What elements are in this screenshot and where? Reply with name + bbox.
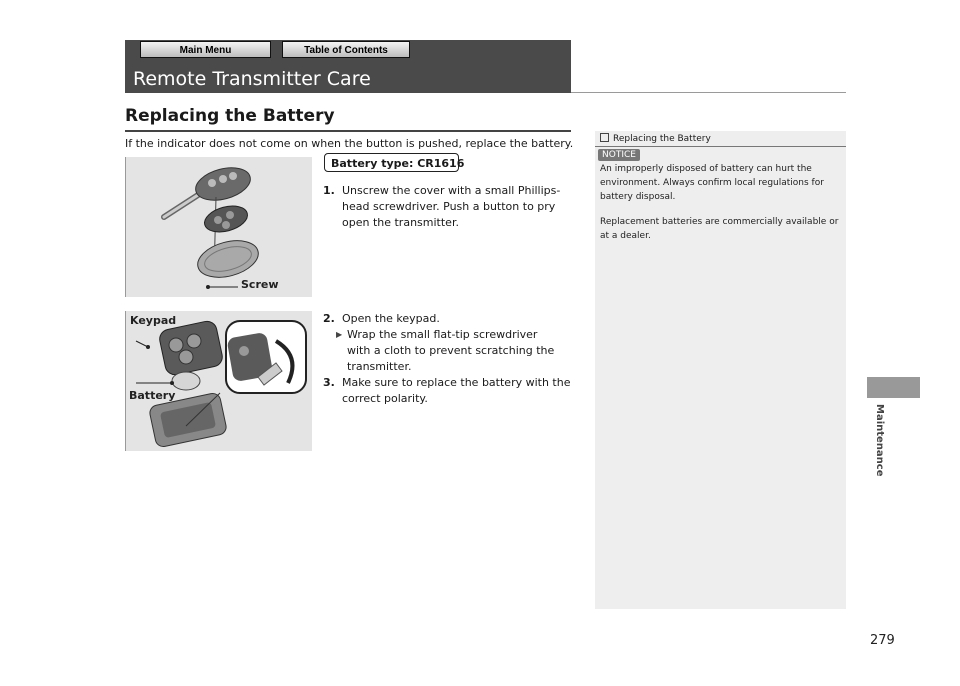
step-line: Unscrew the cover with a small Phillips- [342, 184, 561, 197]
notice-badge: NOTICE [598, 149, 640, 161]
sidebar-rule [595, 146, 846, 147]
sidebar-line: Replacement batteries are commercially available or [600, 217, 839, 227]
intro-text: If the indicator does not come on when the button is pushed, replace the battery. [125, 137, 574, 150]
step-line: Open the keypad. [342, 312, 440, 325]
step-line: head screwdriver. Push a button to pry [342, 200, 556, 213]
chapter-title: Remote Transmitter Care [133, 68, 371, 90]
step-line: open the transmitter. [342, 216, 459, 229]
section-rule [125, 130, 571, 132]
page-number: 279 [870, 633, 895, 648]
section-tab[interactable] [867, 377, 920, 398]
section-tab-label: Maintenance [874, 404, 885, 477]
figure-keypad-battery [125, 311, 312, 451]
step-line: Make sure to replace the battery with the [342, 376, 571, 389]
transmitter-exploded-illustration [126, 157, 312, 297]
screw-label: Screw [241, 278, 279, 291]
sidebar-line: An improperly disposed of battery can hurt the [600, 164, 812, 174]
sub-step-line: Wrap the small flat-tip screwdriver [347, 328, 538, 341]
sub-step-line: with a cloth to prevent scratching the [347, 344, 555, 357]
figure-transmitter-exploded [125, 157, 312, 297]
section-title: Replacing the Battery [125, 106, 335, 126]
battery-label: Battery [129, 389, 176, 402]
main-menu-button[interactable]: Main Menu [140, 41, 271, 58]
sidebar-heading [600, 133, 711, 144]
header-rule [571, 92, 846, 93]
sidebar-paragraph [600, 162, 824, 204]
keypad-label: Keypad [130, 314, 177, 327]
sidebar-line: at a dealer. [600, 231, 651, 241]
sidebar-line: battery disposal. [600, 192, 676, 202]
step-number: 2. [323, 312, 335, 325]
battery-type-box: Battery type: CR1616 [324, 153, 459, 172]
step-number: 1. [323, 184, 335, 197]
sidebar-heading-text: Replacing the Battery [613, 134, 711, 144]
step-line: correct polarity. [342, 392, 428, 405]
sidebar-paragraph [600, 215, 838, 243]
step-number: 3. [323, 376, 335, 389]
sidebar-line: environment. Always confirm local regulations for [600, 178, 824, 188]
keypad-battery-illustration [126, 311, 312, 451]
table-of-contents-button[interactable]: Table of Contents [282, 41, 410, 58]
arrow-right-icon: ▶ [336, 330, 343, 339]
sub-step-line: transmitter. [347, 360, 412, 373]
note-box-icon [600, 133, 609, 142]
